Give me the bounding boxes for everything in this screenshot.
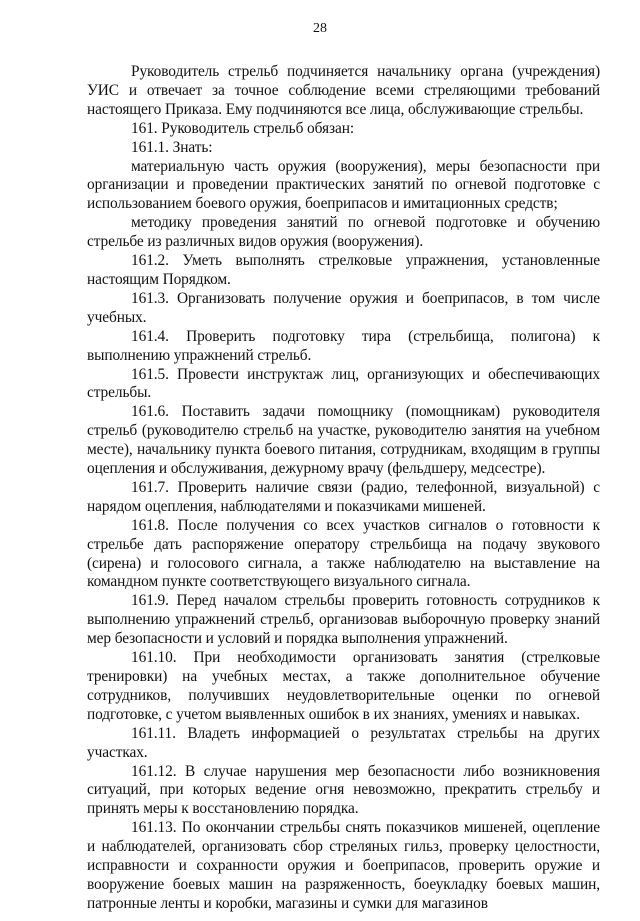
paragraph-161-2: 161.2. Уметь выполнять стрелковые упражнения, установленные настоящим Порядком. [87, 252, 600, 288]
document-body [87, 63, 600, 914]
paragraph-161-10: 161.10. При необходимости организовать занятия (стрелковые тренировки) на учебных местах, а также дополнительное обучение сотрудников, получивших неудовлетворительные оценки по огневой подготовке, с учетом выявленных ошибок в их знаниях, умениях и навыках. [87, 649, 600, 723]
paragraph-161-13: 161.13. По окончании стрельбы снять показчиков мишеней, оцепление и наблюдателей, организовать сбор стреляных гильз, проверку целостности, исправности и сохранности оружия и боеприпасов, проверить оружие и вооружение боевых машин на разряженность, боеукладку боевых машин, патронные ленты и коробки, магазины и сумки для магазинов [87, 819, 600, 912]
paragraph-intro: Руководитель стрельб подчиняется начальнику органа (учреждения) УИС и отвечает за точное соблюдение всеми стреляющими требований настоящего Приказа. Ему подчиняются все лица, обслуживающие стрельбы. [87, 63, 600, 118]
paragraph-161-6: 161.6. Поставить задачи помощнику (помощникам) руководителя стрельб (руководителю стрельб на участке, руководителю занятия на учебном месте), начальнику пункта боевого питания, сотрудникам, входящим в группы оцепления и обслуживания, дежурному врачу (фельдшеру, медсестре). [87, 403, 600, 478]
paragraph-161-11: 161.11. Владеть информацией о результатах стрельбы на других участках. [87, 724, 600, 761]
paragraph-161-7: 161.7. Проверить наличие связи (радио, телефонной, визуальной) с нарядом оцепления, наблюдателями и показчиками мишеней. [87, 478, 600, 515]
paragraph-161-8: 161.8. После получения со всех участков сигналов о готовности к стрельбе дать распоряжение оператору стрельбища на подачу звукового (сирена) и голосового сигнала, а также наблюдателю на выставление на командном пункте соответствующего визуального сигнала. [87, 516, 600, 591]
paragraph-161-9: 161.9. Перед началом стрельбы проверить готовность сотрудников к выполнению упражнений стрельб, организовав выборочную проверку знаний мер безопасности и условий и порядка выполнения упражнений. [87, 592, 600, 648]
paragraph-161-3: 161.3. Организовать получение оружия и боеприпасов, в том числе учебных. [87, 289, 600, 326]
paragraph-161-5: 161.5. Провести инструктаж лиц, организующих и обеспечивающих стрельбы. [87, 365, 600, 402]
page-number: 28 [313, 21, 327, 36]
paragraph-161-1-methods: методику проведения занятий по огневой подготовке и обучению стрельбе из различных видов оружия (вооружения). [87, 214, 600, 251]
paragraph-161-4: 161.4. Проверить подготовку тира (стрельбища, полигона) к выполнению упражнений стрельб. [87, 327, 600, 364]
paragraph-161: 161. Руководитель стрельб обязан: [131, 119, 355, 137]
paragraph-161-1-material: материальную часть оружия (вооружения), меры безопасности при организации и проведении практических занятий по огневой подготовке с использованием боевого оружия, боеприпасов и имитационных средств; [87, 157, 600, 213]
paragraph-161-12: 161.12. В случае нарушения мер безопасности либо возникновения ситуаций, при которых ведение огня невозможно, прекратить стрельбу и принять меры к восстановлению порядка. [87, 762, 600, 818]
paragraph-161-1: 161.1. Знать: [131, 138, 213, 156]
